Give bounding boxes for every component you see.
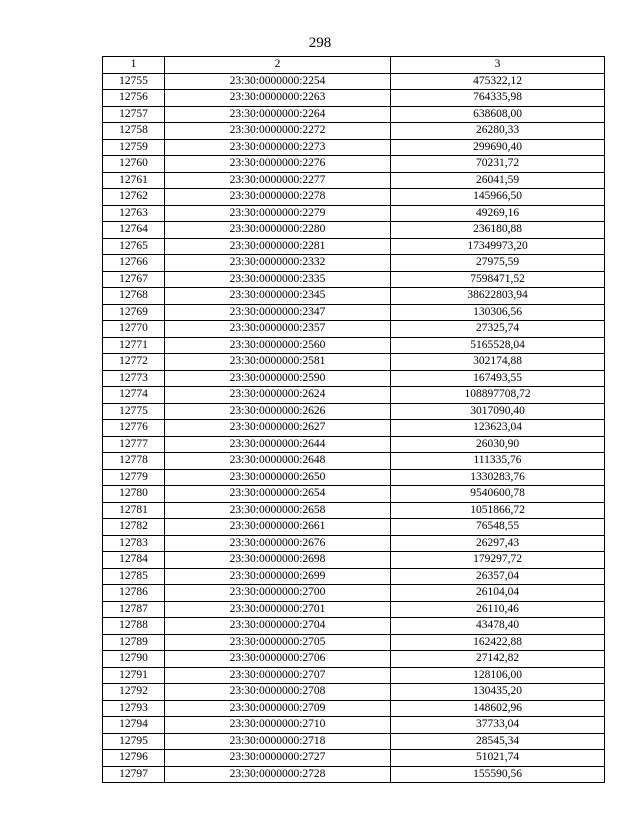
value-cell: 162422,88	[391, 634, 605, 651]
row-number-cell: 12768	[103, 288, 165, 305]
value-cell: 7598471,52	[391, 271, 605, 288]
cadastral-number-cell: 23:30:0000000:2728	[165, 766, 391, 783]
row-number-cell: 12762	[103, 189, 165, 206]
cadastral-number-cell: 23:30:0000000:2718	[165, 733, 391, 750]
value-cell: 9540600,78	[391, 486, 605, 503]
value-cell: 299690,40	[391, 139, 605, 156]
value-cell: 76548,55	[391, 519, 605, 536]
row-number-cell: 12782	[103, 519, 165, 536]
table-row	[103, 288, 605, 305]
cadastral-number-cell: 23:30:0000000:2706	[165, 651, 391, 668]
value-cell: 26280,33	[391, 123, 605, 140]
row-number-cell: 12769	[103, 304, 165, 321]
row-number-cell: 12793	[103, 700, 165, 717]
table-row	[103, 634, 605, 651]
row-number-cell: 12780	[103, 486, 165, 503]
value-cell: 26297,43	[391, 535, 605, 552]
value-cell: 111335,76	[391, 453, 605, 470]
value-cell: 764335,98	[391, 90, 605, 107]
column-header-1: 1	[103, 57, 165, 74]
table-row	[103, 172, 605, 189]
cadastral-number-cell: 23:30:0000000:2279	[165, 205, 391, 222]
cadastral-number-cell: 23:30:0000000:2648	[165, 453, 391, 470]
row-number-cell: 12772	[103, 354, 165, 371]
row-number-cell: 12779	[103, 469, 165, 486]
table-row	[103, 552, 605, 569]
value-cell: 26041,59	[391, 172, 605, 189]
cadastral-number-cell: 23:30:0000000:2276	[165, 156, 391, 173]
cadastral-number-cell: 23:30:0000000:2676	[165, 535, 391, 552]
value-cell: 51021,74	[391, 750, 605, 767]
table-row	[103, 651, 605, 668]
table-row	[103, 205, 605, 222]
row-number-cell: 12787	[103, 601, 165, 618]
row-number-cell: 12758	[103, 123, 165, 140]
row-number-cell: 12777	[103, 436, 165, 453]
cadastral-number-cell: 23:30:0000000:2700	[165, 585, 391, 602]
value-cell: 5165528,04	[391, 337, 605, 354]
table-row	[103, 222, 605, 239]
table-row	[103, 387, 605, 404]
value-cell: 28545,34	[391, 733, 605, 750]
value-cell: 26030,90	[391, 436, 605, 453]
cadastral-number-cell: 23:30:0000000:2661	[165, 519, 391, 536]
table-row	[103, 535, 605, 552]
value-cell: 26110,46	[391, 601, 605, 618]
value-cell: 37733,04	[391, 717, 605, 734]
table-row	[103, 370, 605, 387]
cadastral-number-cell: 23:30:0000000:2263	[165, 90, 391, 107]
table-row	[103, 733, 605, 750]
column-header-3: 3	[391, 57, 605, 74]
cadastral-number-cell: 23:30:0000000:2709	[165, 700, 391, 717]
table-row	[103, 469, 605, 486]
row-number-cell: 12795	[103, 733, 165, 750]
value-cell: 1330283,76	[391, 469, 605, 486]
cadastral-number-cell: 23:30:0000000:2272	[165, 123, 391, 140]
value-cell: 475322,12	[391, 73, 605, 90]
cadastral-number-cell: 23:30:0000000:2277	[165, 172, 391, 189]
column-header-2: 2	[165, 57, 391, 74]
row-number-cell: 12789	[103, 634, 165, 651]
value-cell: 236180,88	[391, 222, 605, 239]
table-row	[103, 568, 605, 585]
cadastral-number-cell: 23:30:0000000:2335	[165, 271, 391, 288]
value-cell: 49269,16	[391, 205, 605, 222]
table-row	[103, 585, 605, 602]
cadastral-number-cell: 23:30:0000000:2357	[165, 321, 391, 338]
row-number-cell: 12781	[103, 502, 165, 519]
table-row	[103, 436, 605, 453]
cadastral-number-cell: 23:30:0000000:2705	[165, 634, 391, 651]
cadastral-number-cell: 23:30:0000000:2560	[165, 337, 391, 354]
row-number-cell: 12759	[103, 139, 165, 156]
cadastral-number-cell: 23:30:0000000:2345	[165, 288, 391, 305]
table-row	[103, 337, 605, 354]
row-number-cell: 12765	[103, 238, 165, 255]
table-row	[103, 519, 605, 536]
cadastral-number-cell: 23:30:0000000:2699	[165, 568, 391, 585]
cadastral-number-cell: 23:30:0000000:2650	[165, 469, 391, 486]
value-cell: 26104,04	[391, 585, 605, 602]
table-row	[103, 766, 605, 783]
row-number-cell: 12790	[103, 651, 165, 668]
row-number-cell: 12792	[103, 684, 165, 701]
cadastral-number-cell: 23:30:0000000:2644	[165, 436, 391, 453]
value-cell: 130306,56	[391, 304, 605, 321]
value-cell: 3017090,40	[391, 403, 605, 420]
table-row	[103, 502, 605, 519]
cadastral-number-cell: 23:30:0000000:2701	[165, 601, 391, 618]
table-body	[103, 73, 605, 783]
value-cell: 167493,55	[391, 370, 605, 387]
row-number-cell: 12755	[103, 73, 165, 90]
row-number-cell: 12775	[103, 403, 165, 420]
table-row	[103, 717, 605, 734]
value-cell: 17349973,20	[391, 238, 605, 255]
row-number-cell: 12766	[103, 255, 165, 272]
table-header	[103, 57, 605, 74]
row-number-cell: 12797	[103, 766, 165, 783]
row-number-cell: 12760	[103, 156, 165, 173]
table-row	[103, 73, 605, 90]
table-row	[103, 238, 605, 255]
value-cell: 70231,72	[391, 156, 605, 173]
cadastral-number-cell: 23:30:0000000:2654	[165, 486, 391, 503]
table-row	[103, 700, 605, 717]
row-number-cell: 12757	[103, 106, 165, 123]
row-number-cell: 12794	[103, 717, 165, 734]
row-number-cell: 12763	[103, 205, 165, 222]
value-cell: 302174,88	[391, 354, 605, 371]
cadastral-number-cell: 23:30:0000000:2281	[165, 238, 391, 255]
cadastral-number-cell: 23:30:0000000:2254	[165, 73, 391, 90]
value-cell: 179297,72	[391, 552, 605, 569]
cadastral-number-cell: 23:30:0000000:2332	[165, 255, 391, 272]
table-row	[103, 403, 605, 420]
table-row	[103, 354, 605, 371]
header-row	[103, 57, 605, 74]
row-number-cell: 12784	[103, 552, 165, 569]
table-row	[103, 618, 605, 635]
cadastral-number-cell: 23:30:0000000:2707	[165, 667, 391, 684]
value-cell: 43478,40	[391, 618, 605, 635]
cadastral-number-cell: 23:30:0000000:2710	[165, 717, 391, 734]
table-row	[103, 90, 605, 107]
table-row	[103, 750, 605, 767]
table-row	[103, 255, 605, 272]
value-cell: 638608,00	[391, 106, 605, 123]
row-number-cell: 12786	[103, 585, 165, 602]
table-row	[103, 139, 605, 156]
table-row	[103, 453, 605, 470]
cadastral-number-cell: 23:30:0000000:2708	[165, 684, 391, 701]
value-cell: 123623,04	[391, 420, 605, 437]
table-row	[103, 271, 605, 288]
row-number-cell: 12767	[103, 271, 165, 288]
cadastral-number-cell: 23:30:0000000:2704	[165, 618, 391, 635]
table-row	[103, 304, 605, 321]
cadastral-number-cell: 23:30:0000000:2624	[165, 387, 391, 404]
row-number-cell: 12785	[103, 568, 165, 585]
value-cell: 128106,00	[391, 667, 605, 684]
row-number-cell: 12771	[103, 337, 165, 354]
table-row	[103, 321, 605, 338]
table-row	[103, 420, 605, 437]
cadastral-number-cell: 23:30:0000000:2273	[165, 139, 391, 156]
table-row	[103, 667, 605, 684]
cadastral-number-cell: 23:30:0000000:2264	[165, 106, 391, 123]
table-row	[103, 486, 605, 503]
cadastral-number-cell: 23:30:0000000:2590	[165, 370, 391, 387]
data-table	[102, 56, 605, 783]
row-number-cell: 12770	[103, 321, 165, 338]
row-number-cell: 12761	[103, 172, 165, 189]
cadastral-number-cell: 23:30:0000000:2698	[165, 552, 391, 569]
value-cell: 145966,50	[391, 189, 605, 206]
value-cell: 1051866,72	[391, 502, 605, 519]
row-number-cell: 12791	[103, 667, 165, 684]
page-number: 298	[308, 35, 332, 51]
row-number-cell: 12774	[103, 387, 165, 404]
value-cell: 38622803,94	[391, 288, 605, 305]
row-number-cell: 12773	[103, 370, 165, 387]
cadastral-number-cell: 23:30:0000000:2278	[165, 189, 391, 206]
table-row	[103, 156, 605, 173]
row-number-cell: 12788	[103, 618, 165, 635]
value-cell: 155590,56	[391, 766, 605, 783]
value-cell: 27142,82	[391, 651, 605, 668]
cadastral-number-cell: 23:30:0000000:2658	[165, 502, 391, 519]
row-number-cell: 12764	[103, 222, 165, 239]
table-row	[103, 123, 605, 140]
value-cell: 148602,96	[391, 700, 605, 717]
cadastral-number-cell: 23:30:0000000:2581	[165, 354, 391, 371]
row-number-cell: 12756	[103, 90, 165, 107]
table-row	[103, 106, 605, 123]
cadastral-number-cell: 23:30:0000000:2626	[165, 403, 391, 420]
value-cell: 27975,59	[391, 255, 605, 272]
row-number-cell: 12783	[103, 535, 165, 552]
row-number-cell: 12778	[103, 453, 165, 470]
table-row	[103, 684, 605, 701]
cadastral-number-cell: 23:30:0000000:2280	[165, 222, 391, 239]
value-cell: 108897708,72	[391, 387, 605, 404]
table-row	[103, 189, 605, 206]
cadastral-number-cell: 23:30:0000000:2347	[165, 304, 391, 321]
value-cell: 130435,20	[391, 684, 605, 701]
cadastral-number-cell: 23:30:0000000:2727	[165, 750, 391, 767]
row-number-cell: 12796	[103, 750, 165, 767]
value-cell: 27325,74	[391, 321, 605, 338]
row-number-cell: 12776	[103, 420, 165, 437]
table-row	[103, 601, 605, 618]
cadastral-number-cell: 23:30:0000000:2627	[165, 420, 391, 437]
value-cell: 26357,04	[391, 568, 605, 585]
